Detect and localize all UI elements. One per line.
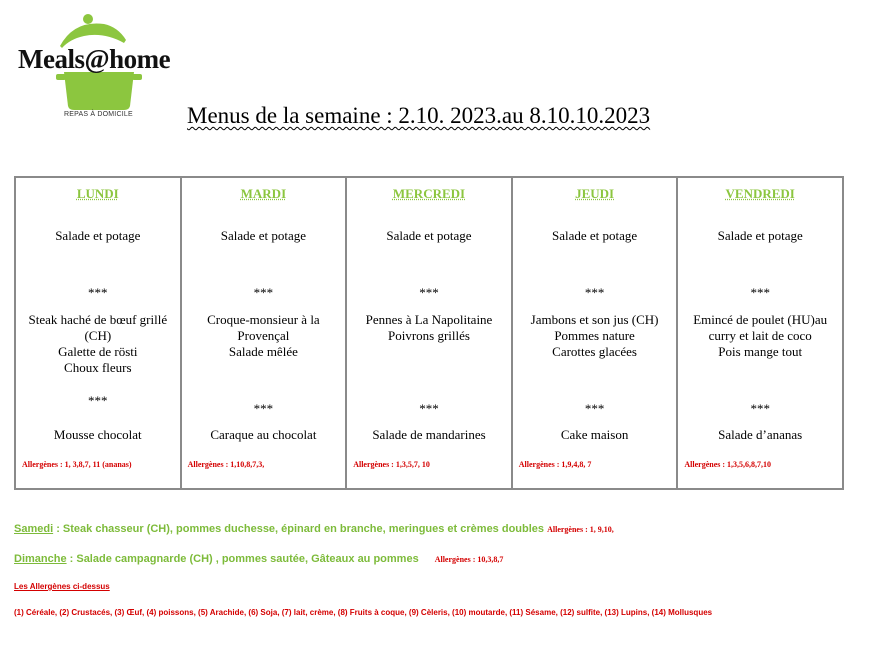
day-name: LUNDI bbox=[76, 186, 119, 201]
day-cell bbox=[678, 178, 842, 488]
main-dish-line: Choux fleurs bbox=[64, 360, 132, 375]
allergen-legend-title: Les Allergènes ci-dessus bbox=[14, 582, 110, 591]
main-dish-line: Provençal bbox=[237, 328, 290, 343]
main-dish-line: Croque-monsieur à la bbox=[207, 312, 320, 327]
starter: Salade et potage bbox=[386, 228, 472, 243]
day-cell bbox=[347, 178, 511, 488]
main-dish-line: Steak haché de bœuf grillé bbox=[28, 312, 168, 327]
saturday-menu bbox=[14, 523, 614, 535]
separator: *** bbox=[750, 401, 770, 416]
saturday-dishes: : Steak chasseur (CH), pommes duchesse, épinard en branche, meringues et crèmes doubles bbox=[53, 523, 548, 535]
day-column-jeudi bbox=[512, 177, 678, 489]
dessert: Salade de mandarines bbox=[372, 427, 486, 442]
main-dish-line: Salade mêlée bbox=[228, 344, 298, 359]
main-course bbox=[684, 312, 836, 360]
separator: *** bbox=[88, 285, 108, 300]
allergens: Allergènes : 1,3,5,6,8,7,10 bbox=[684, 460, 772, 469]
main-dish-line: Pois mange tout bbox=[718, 344, 803, 359]
dessert: Caraque au chocolat bbox=[210, 427, 317, 442]
main-dish-line: Poivrons grillés bbox=[387, 328, 470, 343]
allergens: Allergènes : 1, 3,8,7, 11 (ananas) bbox=[22, 460, 132, 469]
main-course bbox=[353, 312, 505, 344]
day-cell bbox=[16, 178, 180, 488]
main-dish-line: Carottes glacées bbox=[552, 344, 637, 359]
main-dish-line: curry et lait de coco bbox=[708, 328, 812, 343]
saturday-allergens: Allergènes : 1, 9,10, bbox=[547, 525, 614, 534]
day-column-vendredi bbox=[677, 177, 843, 489]
main-dish-line: Galette de rösti bbox=[58, 344, 138, 359]
day-column-lundi bbox=[15, 177, 181, 489]
starter: Salade et potage bbox=[717, 228, 803, 243]
dessert: Mousse chocolat bbox=[53, 427, 142, 442]
main-dish-line: Jambons et son jus (CH) bbox=[530, 312, 659, 327]
main-dish-line: (CH) bbox=[84, 328, 112, 343]
main-course bbox=[519, 312, 671, 360]
allergens: Allergènes : 1,3,5,7, 10 bbox=[353, 460, 430, 469]
main-course bbox=[22, 312, 174, 376]
sunday-allergens: Allergènes : 10,3,8,7 bbox=[434, 555, 504, 564]
main-dish-line: Pommes nature bbox=[554, 328, 635, 343]
sunday-dishes: : Salade campagnarde (CH) , pommes sautée, Gâteaux au pommes bbox=[66, 553, 419, 565]
day-column-mardi bbox=[181, 177, 347, 489]
sunday-label: Dimanche bbox=[14, 553, 67, 565]
menu-row bbox=[15, 177, 843, 489]
logo-tagline: REPAS À DOMICILE bbox=[64, 111, 133, 118]
day-name: JEUDI bbox=[575, 186, 615, 201]
separator: *** bbox=[584, 285, 605, 300]
weekly-menu-table bbox=[14, 176, 844, 490]
starter: Salade et potage bbox=[55, 228, 141, 243]
page-title: Menus de la semaine : 2.10. 2023.au 8.10.10.2023 bbox=[187, 103, 651, 128]
allergen-legend-text: (1) Céréale, (2) Crustacés, (3) Œuf, (4) poissons, (5) Arachide, (6) Soja, (7) lait, crème, (8) Fruits à coque, (9) Cèleris, (10) moutarde, (11) Sésame, (12) sulfite, (13) Lupins, (14) Mollusques bbox=[14, 608, 713, 617]
day-name: MARDI bbox=[240, 186, 287, 201]
logo-name: Meals@home bbox=[18, 44, 171, 74]
allergens: Allergènes : 1,9,4,8, 7 bbox=[518, 460, 592, 469]
allergens: Allergènes : 1,10,8,7,3, bbox=[187, 460, 265, 469]
main-dish-line: Pennes à La Napolitaine bbox=[365, 312, 493, 327]
logo bbox=[14, 10, 174, 125]
saturday-label: Samedi bbox=[14, 523, 54, 535]
day-cell bbox=[513, 178, 677, 488]
separator: *** bbox=[419, 401, 439, 416]
day-name: VENDREDI bbox=[725, 186, 795, 201]
day-column-mercredi bbox=[346, 177, 512, 489]
separator: *** bbox=[750, 285, 770, 300]
separator: *** bbox=[253, 285, 274, 300]
separator: *** bbox=[419, 285, 439, 300]
separator: *** bbox=[584, 401, 605, 416]
day-name: MERCREDI bbox=[392, 186, 466, 201]
starter: Salade et potage bbox=[551, 228, 638, 243]
separator: *** bbox=[253, 401, 274, 416]
dessert: Cake maison bbox=[560, 427, 629, 442]
sunday-menu bbox=[14, 553, 503, 565]
dessert: Salade d’ananas bbox=[718, 427, 803, 442]
separator: *** bbox=[88, 393, 108, 408]
day-cell bbox=[182, 178, 346, 488]
main-dish-line: Emincé de poulet (HU)au bbox=[693, 312, 828, 327]
starter: Salade et potage bbox=[220, 228, 306, 243]
main-course bbox=[188, 312, 340, 360]
